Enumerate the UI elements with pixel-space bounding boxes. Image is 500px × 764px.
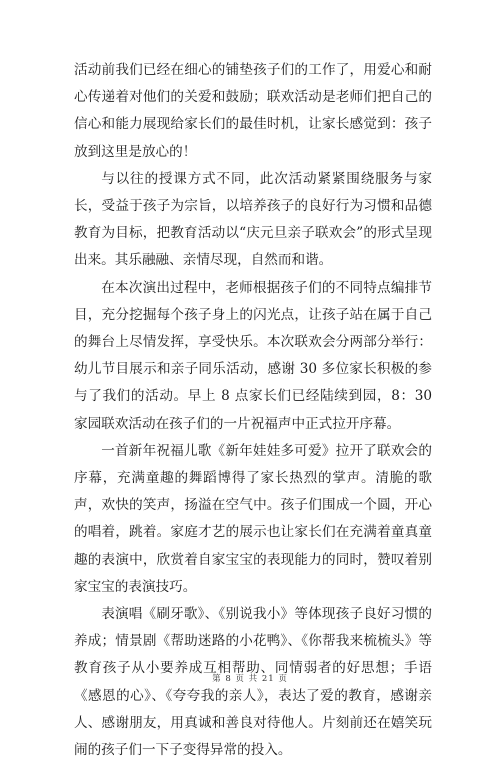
paragraph-1: 活动前我们已经在细心的铺垫孩子们的工作了，用爱心和耐心传递着对他们的关爱和鼓励；联欢活动是老师们把自己的信心和能力展现给家长们的最佳时机，让家长感觉到：孩子放到这里是放心的！ bbox=[74, 62, 432, 160]
paragraph-3: 在本次演出过程中，老师根据孩子们的不同特点编排节目，充分挖掘每个孩子身上的闪光点，让孩子站在属于自己的舞台上尽情发挥，享受快乐。本次联欢会分两部分举行：幼儿节目展示和亲子同乐活动，感谢 30 多位家长积极的参与了我们的活动。早上 8 点家长们已经陆续到园，8：30 家园联欢活动在孩子们的一片祝福声中正式拉开序幕。 bbox=[74, 279, 432, 432]
page-number-footer: 第 8 页 共 21 页 bbox=[212, 674, 288, 684]
paragraph-2: 与以往的授课方式不同，此次活动紧紧围绕服务与家长，受益于孩子为宗旨，以培养孩子的良好行为习惯和品德教育为目标，把教育活动以“庆元旦亲子联欢会”的形式呈现出来。其乐融融、亲情尽现，自然而和谐。 bbox=[74, 170, 432, 269]
paragraph-4: 一首新年祝福儿歌《新年娃娃多可爱》拉开了联欢会的序幕，充满童趣的舞蹈博得了家长热烈的掌声。清脆的歌声，欢快的笑声，扬溢在空气中。孩子们围成一个圆，开心的唱着，跳着。家庭才艺的展示也让家长们在充满着童真童趣的表演中，欣赏着自家宝宝的表现能力的同时，赞叹着别家宝宝的表演技巧。 bbox=[74, 442, 432, 595]
document-body bbox=[74, 57, 432, 764]
paragraph-5: 表演唱《刷牙歌》、《别说我小》等体现孩子良好习惯的养成；情景剧《帮助迷路的小花鸭》、《你帮我来梳梳头》等教育孩子从小要养成互相帮助、同情弱者的好思想；手语《感恩的心》、《夸夸我的亲人》，表达了爱的教育，感谢亲人、感谢朋友，用真诚和善良对待他人。片刻前还在嬉笑玩闹的孩子们一下子变得异常的投入。 bbox=[74, 606, 432, 759]
